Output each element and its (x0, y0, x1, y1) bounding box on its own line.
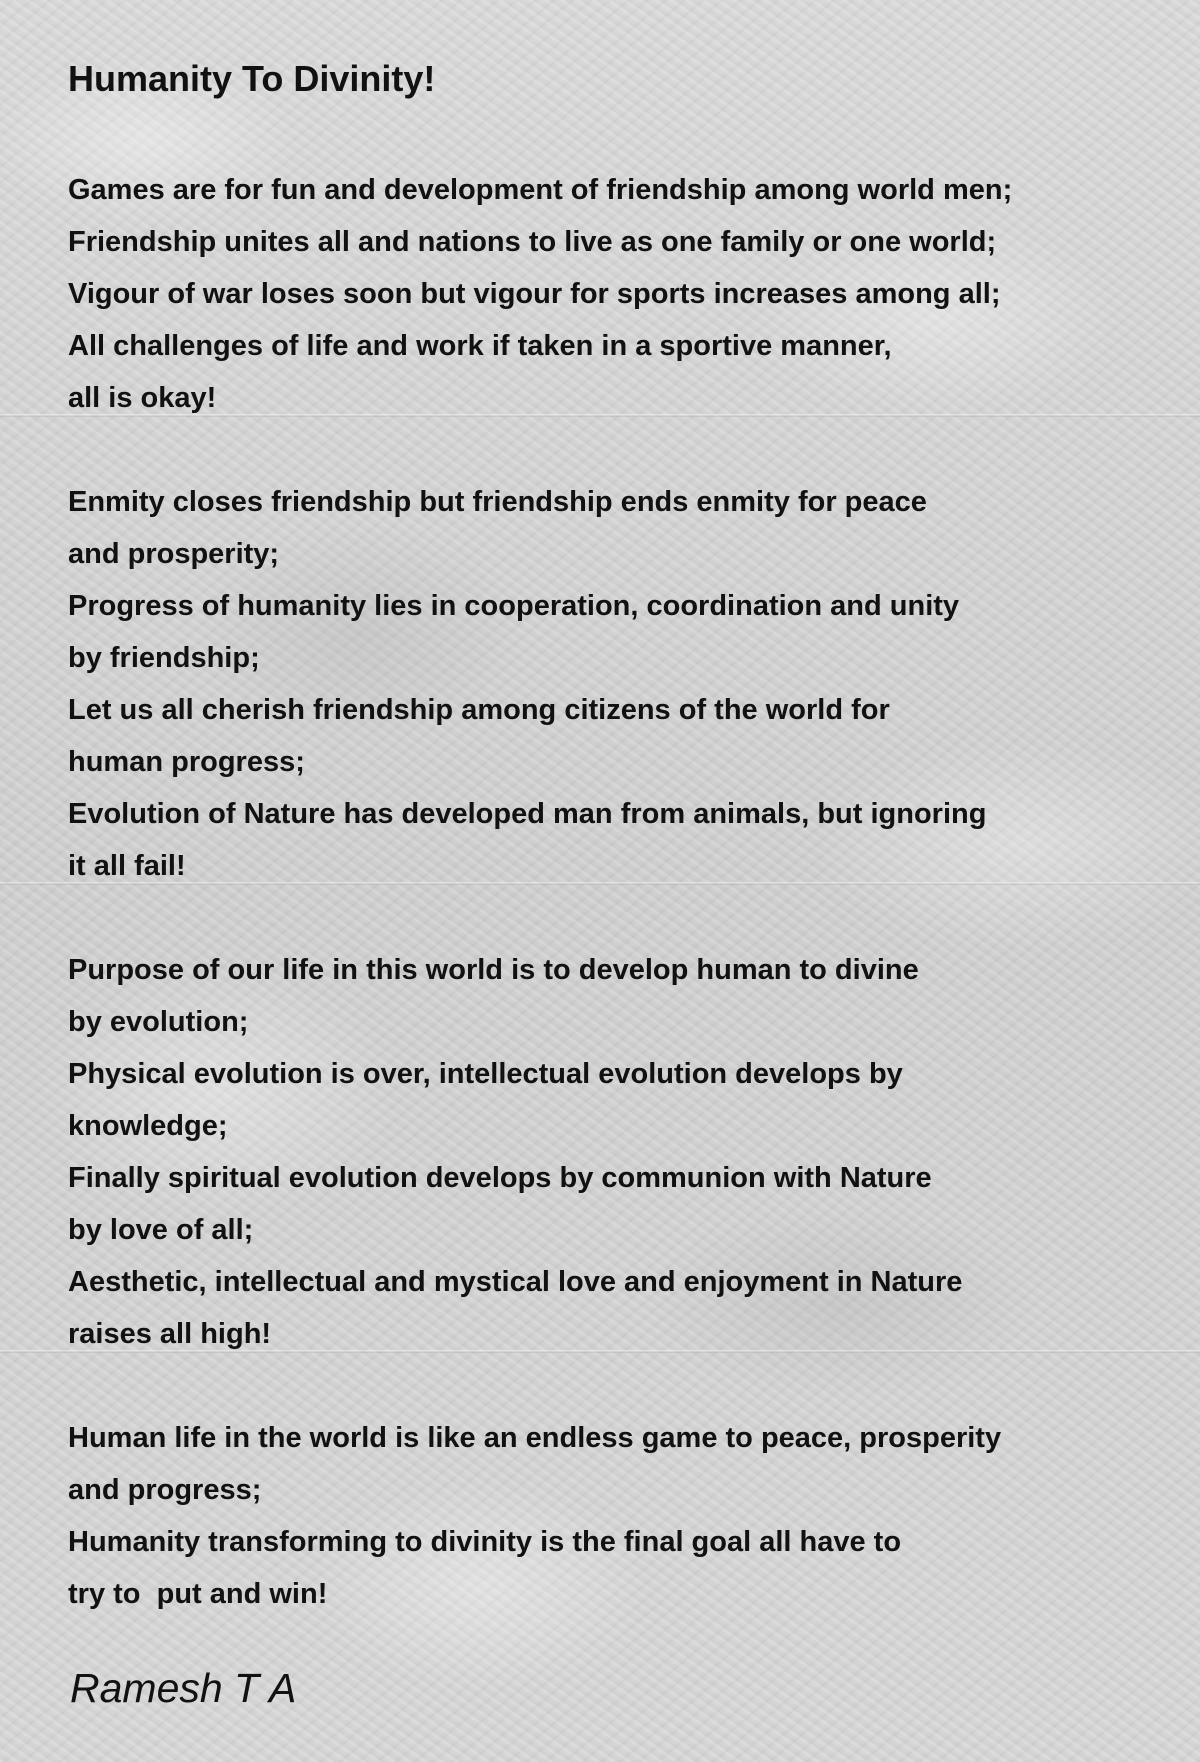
poem-line: Physical evolution is over, intellectual evolution develops by (68, 1058, 903, 1090)
poem-line: Evolution of Nature has developed man from animals, but ignoring (68, 798, 987, 830)
poem-line: and progress; (68, 1474, 262, 1506)
poem-line: Finally spiritual evolution develops by communion with Nature (68, 1162, 932, 1194)
poem-line: and prosperity; (68, 538, 280, 570)
poem-line: Humanity transforming to divinity is the final goal all have to (68, 1526, 902, 1558)
poem-line: knowledge; (68, 1110, 228, 1142)
poem-body (68, 164, 1168, 1620)
poem-title: Humanity To Divinity! (68, 58, 436, 99)
poem-line: by love of all; (68, 1214, 254, 1246)
poem-line: Friendship unites all and nations to live as one family or one world; (68, 226, 997, 258)
poem-line: Progress of humanity lies in cooperation, coordination and unity (68, 590, 960, 622)
poem-line: Enmity closes friendship but friendship ends enmity for peace (68, 486, 927, 518)
poem-line: Vigour of war loses soon but vigour for sports increases among all; (68, 278, 1001, 310)
poem-line: human progress; (68, 746, 305, 778)
poem-line: by friendship; (68, 642, 260, 674)
poem-line: by evolution; (68, 1006, 249, 1038)
poem-line: All challenges of life and work if taken in a sportive manner, (68, 330, 892, 362)
poem-line: Human life in the world is like an endless game to peace, prosperity (68, 1422, 1002, 1454)
poem-stanza (68, 164, 1168, 424)
poem-line: it all fail! (68, 850, 186, 882)
poem-line: raises all high! (68, 1318, 272, 1350)
poem-line: Purpose of our life in this world is to develop human to divine (68, 954, 919, 986)
poem-line: Games are for fun and development of friendship among world men; (68, 174, 1013, 206)
poem-line: Aesthetic, intellectual and mystical love and enjoyment in Nature (68, 1266, 963, 1298)
poem-line: try to put and win! (68, 1578, 328, 1610)
poem-stanza (68, 944, 1168, 1360)
author-name: Ramesh T A (70, 1665, 297, 1711)
poem-line: Let us all cherish friendship among citizens of the world for (68, 694, 890, 726)
poem-stanza (68, 1412, 1168, 1620)
poem-stanza (68, 476, 1168, 892)
poem (68, 44, 1168, 1620)
poem-line: all is okay! (68, 382, 217, 414)
